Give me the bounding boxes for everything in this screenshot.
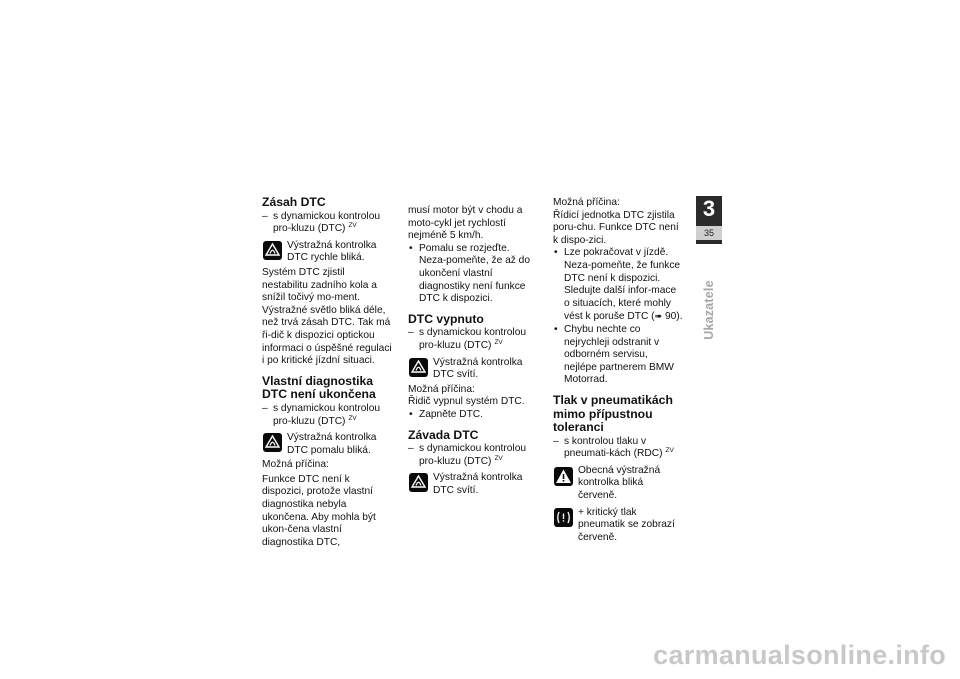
cause-label: Možná příčina: (408, 383, 475, 395)
heading-tlak-pneumatik: Tlak v pneumatikách mimo přípustnou toleranci (553, 392, 673, 435)
body-text: Systém DTC zjistil nestabilitu zadního kola a snížil točivý mo-ment. Výstražné světlo bliká déle, než trvá zásah DTC. Tak má ři-dič k dispozici optickou informaci o úspěšné regulaci i po kritické jízdní situaci. (262, 266, 392, 367)
warning-light-row: Výstražná kontrolka DTC svítí. (408, 357, 538, 382)
warning-light-row: Výstražná kontrolka DTC svítí. (408, 472, 538, 497)
heading-dtc-vypnuto: DTC vypnuto (408, 311, 484, 326)
general-warning-icon (554, 467, 573, 486)
column-3 (553, 197, 683, 546)
dash-item: – s dynamickou kontrolou pro-kluzu (DTC) $^{ZV}$ (408, 443, 538, 468)
cause-label: Možná příčina: (262, 459, 329, 471)
warning-light-row: + kritický tlak pneumatik se zobrazí červeně. (553, 507, 683, 545)
dash-item: – s kontrolou tlaku v pneumati-kách (RDC) $^{ZV}$ (553, 436, 683, 461)
watermark: carmanualsonline.info (653, 640, 946, 670)
bullet-item: • Lze pokračovat v jízdě. Neza-pomeňte, že funkce DTC není k dispozici. Sledujte další infor-mace o situacích, které mohly vést k poruše DTC (➠ 90). (553, 247, 683, 324)
dtc-warning-icon (409, 473, 428, 492)
page-number: 35 (696, 226, 722, 240)
body-text: Řídicí jednotka DTC zjistila poru-chu. Funkce DTC není k dispo-zici. (553, 209, 679, 246)
warning-light-row: Obecná výstražná kontrolka bliká červeně. (553, 465, 683, 503)
bullet-item: • Pomalu se rozjeďte. Neza-pomeňte, že až do ukončení vlastní diagnostiky není funkce DTC k dispozici. (408, 243, 538, 306)
bullet-item: • Zapněte DTC. (408, 409, 538, 422)
heading-vlastni-diagnostika: Vlastní diagnostika DTC není ukončena (262, 373, 376, 402)
body-text: musí motor být v chodu a moto-cykl jet rychlostí nejméně 5 km/h. (408, 205, 523, 242)
heading-zasah-dtc: Zásah DTC (262, 195, 326, 209)
body-text: Funkce DTC není k dispozici, protože vlastní diagnostika nebyla ukončena. Aby mohla být ukon-čena vlastní diagnostika DTC, (262, 473, 376, 548)
body-text: Řidič vypnul systém DTC. (408, 396, 525, 408)
dtc-warning-icon (409, 358, 428, 377)
heading-zavada-dtc: Závada DTC (408, 427, 479, 442)
dash-item: – s dynamickou kontrolou pro-kluzu (DTC) $^{ZV}$ (262, 211, 392, 236)
dash-item: – s dynamickou kontrolou pro-kluzu (DTC) $^{ZV}$ (262, 403, 392, 428)
column-2 (408, 205, 538, 499)
warning-light-row: Výstražná kontrolka DTC rychle bliká. (262, 240, 392, 265)
tyre-pressure-icon (554, 508, 573, 527)
page-ref-arrow-icon: ➠ (654, 311, 663, 322)
chapter-tab (696, 196, 722, 244)
dash-item: – s dynamickou kontrolou pro-kluzu (DTC) $^{ZV}$ (408, 327, 538, 352)
chapter-number: 3 (702, 196, 716, 221)
dtc-warning-icon (263, 433, 282, 452)
dtc-warning-icon (263, 241, 282, 260)
cause-label: Možná příčina: (553, 197, 620, 208)
section-label: Ukazatele (702, 280, 716, 340)
warning-light-row: Výstražná kontrolka DTC pomalu bliká. (262, 432, 392, 457)
bullet-item: • Chybu nechte co nejrychleji odstranit v odborném servisu, nejlépe partnerem BMW Motorrad. (553, 324, 683, 387)
column-1 (262, 196, 392, 549)
